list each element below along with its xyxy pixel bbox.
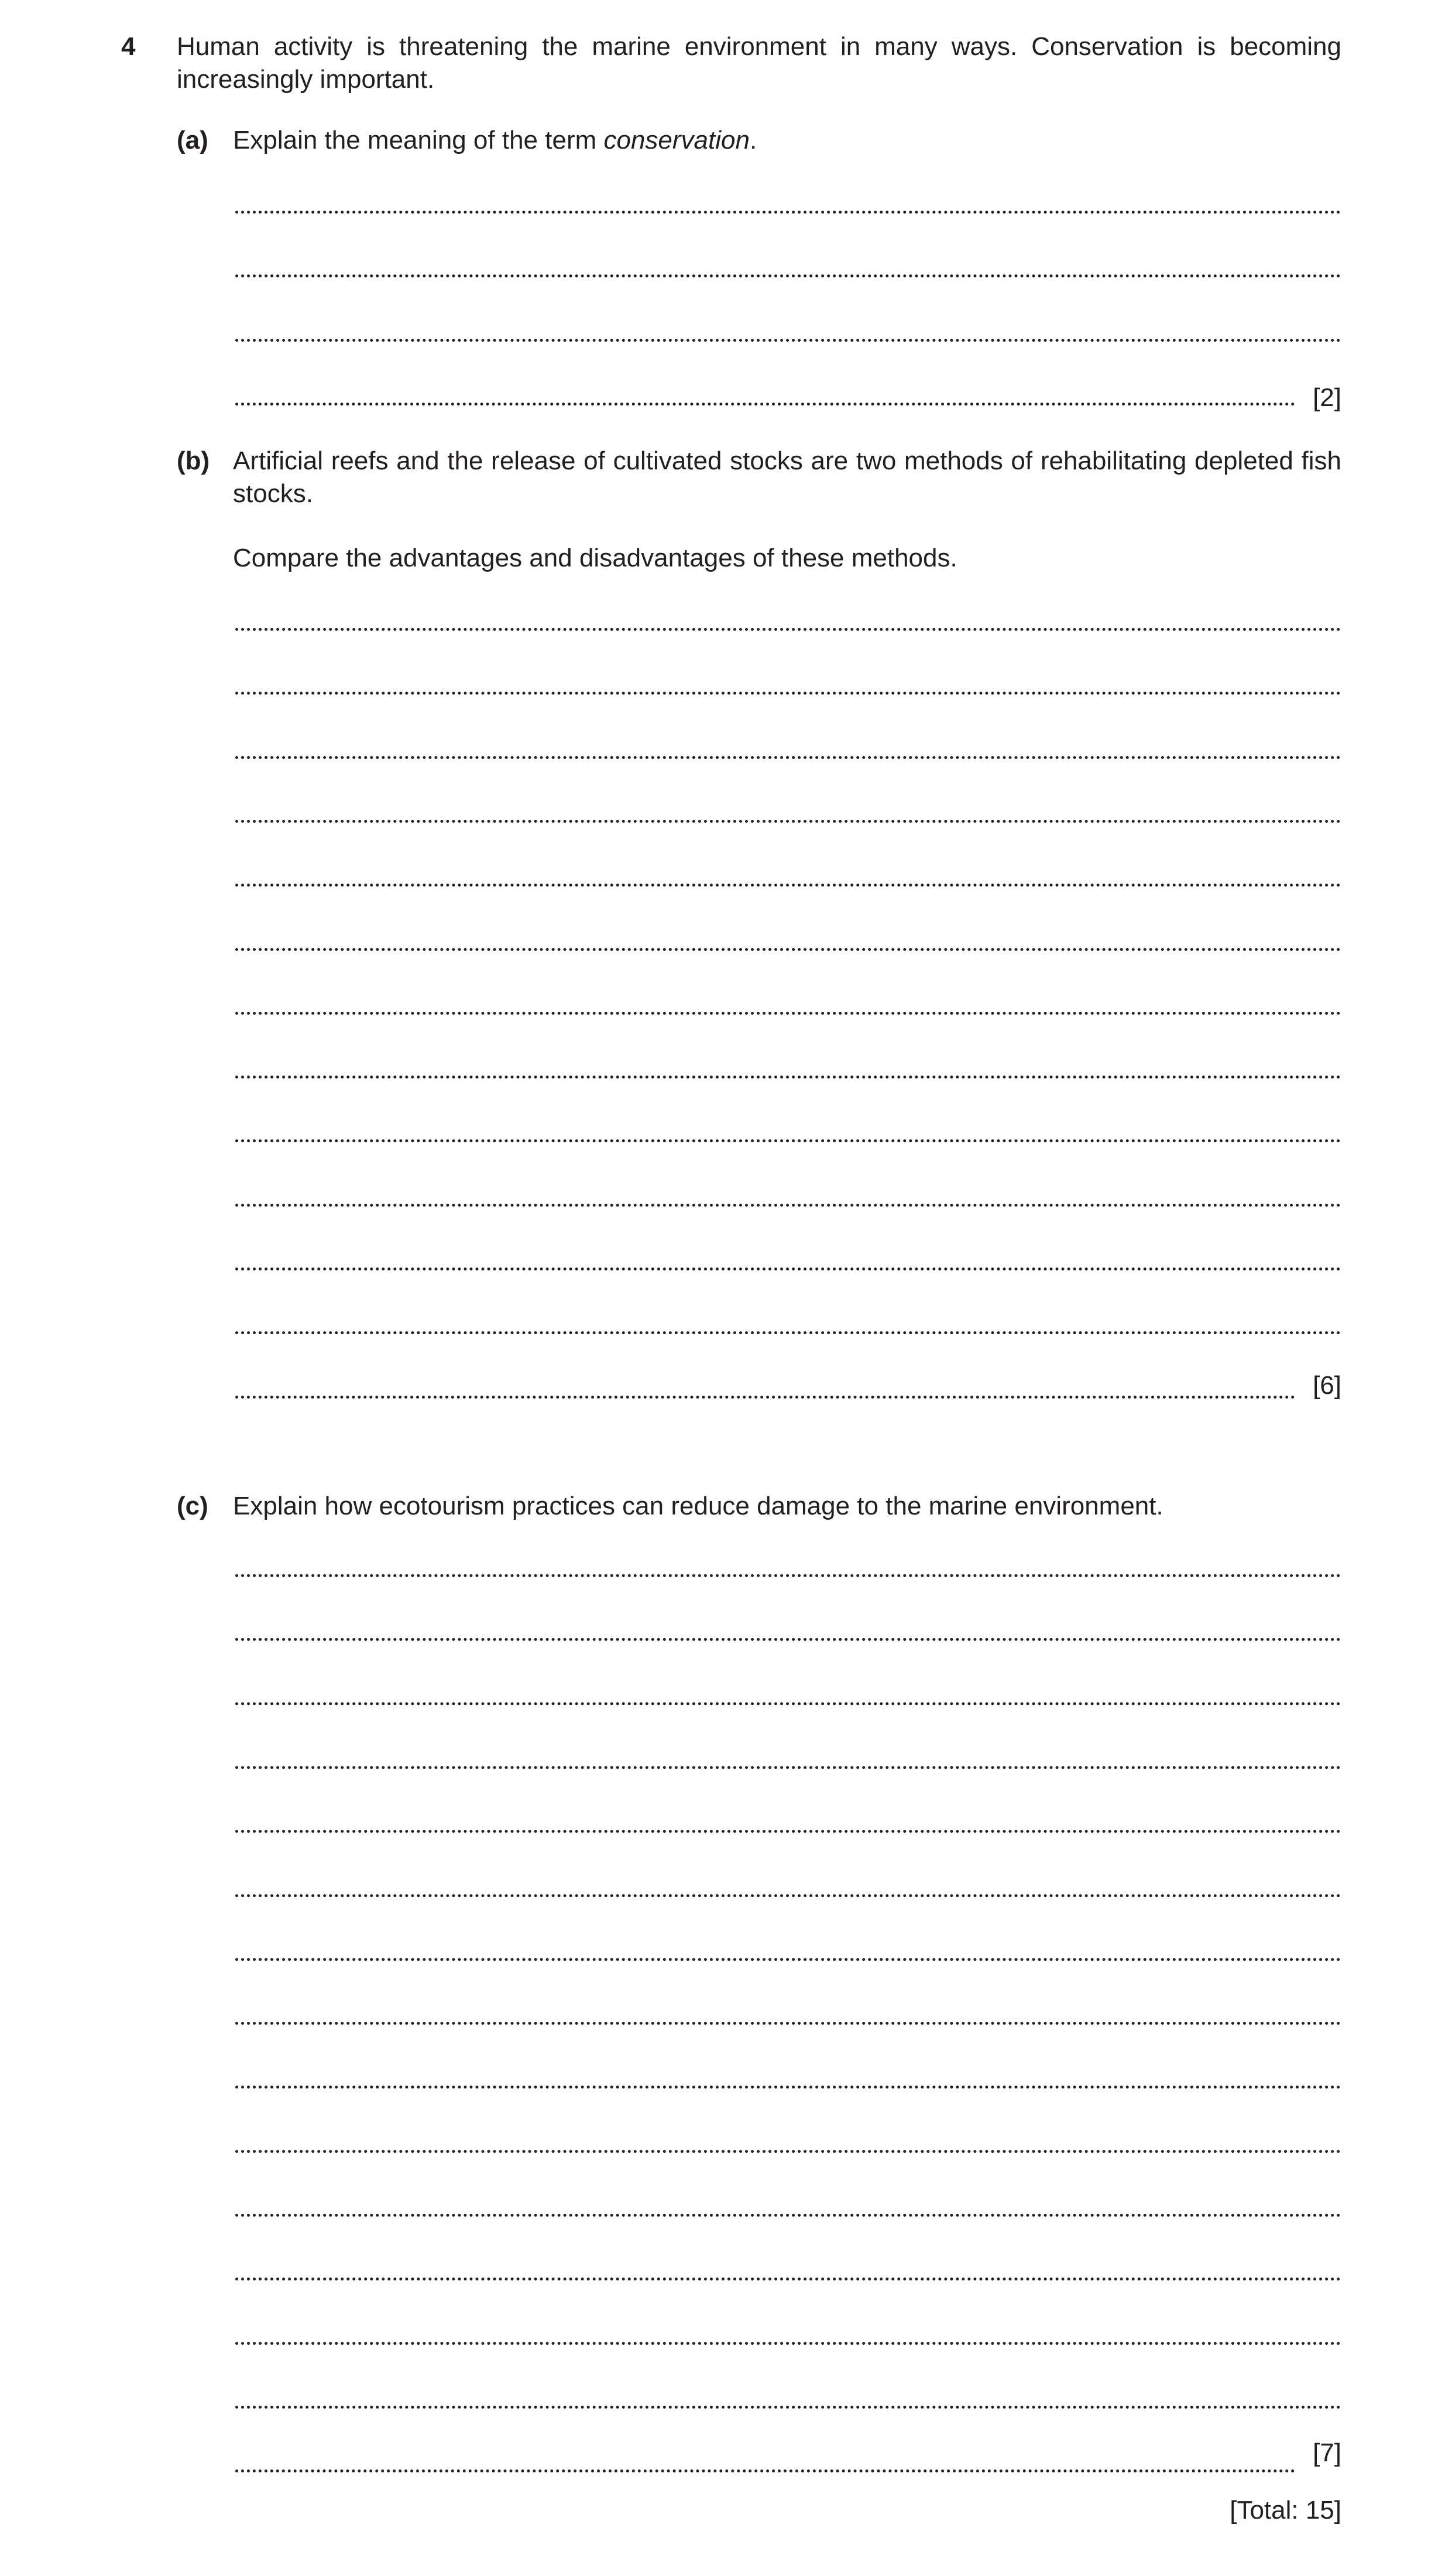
answer-line[interactable]: [235, 1012, 1341, 1015]
part-a-label: (a): [177, 126, 208, 154]
answer-line[interactable]: [235, 1702, 1341, 1705]
answer-line[interactable]: [235, 2278, 1341, 2280]
answer-line[interactable]: [235, 2214, 1341, 2217]
answer-line[interactable]: [235, 2406, 1341, 2409]
answer-line[interactable]: [235, 692, 1341, 695]
answer-line[interactable]: [235, 2086, 1341, 2089]
part-c-marks: [7]: [1313, 2438, 1341, 2467]
answer-line[interactable]: [235, 820, 1341, 823]
answer-line[interactable]: [235, 1396, 1295, 1399]
answer-line[interactable]: [235, 339, 1341, 342]
part-a-text-before: Explain the meaning of the term: [233, 126, 604, 154]
answer-line[interactable]: [235, 1268, 1341, 1270]
answer-line[interactable]: [235, 2469, 1295, 2472]
answer-line[interactable]: [235, 1766, 1341, 1769]
answer-line[interactable]: [235, 1574, 1341, 1577]
answer-line[interactable]: [235, 1638, 1341, 1641]
part-b-marks: [6]: [1313, 1371, 1341, 1400]
question-number: 4: [121, 32, 136, 61]
part-c-text: Explain how ecotourism practices can reduce damage to the marine environment.: [233, 1492, 1163, 1520]
answer-line[interactable]: [235, 2150, 1341, 2153]
answer-line[interactable]: [235, 1076, 1341, 1079]
answer-line[interactable]: [235, 884, 1341, 887]
answer-line[interactable]: [235, 1331, 1341, 1334]
answer-line[interactable]: [235, 948, 1341, 951]
answer-line[interactable]: [235, 1139, 1341, 1142]
answer-line[interactable]: [235, 403, 1295, 406]
part-b-text: Artificial reefs and the release of cultivated stocks are two methods of rehabilitating depleted fish stocks.: [233, 446, 1341, 508]
answer-line[interactable]: [235, 1958, 1341, 1961]
answer-line[interactable]: [235, 756, 1341, 759]
answer-line[interactable]: [235, 274, 1341, 277]
part-c-label: (c): [177, 1492, 208, 1520]
part-a-text: [233, 124, 1341, 157]
answer-line[interactable]: [235, 1830, 1341, 1833]
answer-line[interactable]: [235, 211, 1341, 214]
part-a-marks: [2]: [1313, 383, 1341, 412]
answer-line[interactable]: [235, 628, 1341, 631]
answer-line[interactable]: [235, 2022, 1341, 2025]
part-a-text-after: .: [749, 126, 757, 154]
question-stem: Human activity is threatening the marine environment in many ways. Conservation is becoming increasingly important.: [177, 32, 1341, 94]
part-a-term: conservation: [603, 126, 750, 154]
answer-line[interactable]: [235, 2342, 1341, 2345]
part-b-label: (b): [177, 446, 210, 475]
part-b-instruction: Compare the advantages and disadvantages of these methods.: [233, 544, 957, 572]
answer-line[interactable]: [235, 1894, 1341, 1897]
question-total: [Total: 15]: [1230, 2496, 1341, 2525]
answer-line[interactable]: [235, 1204, 1341, 1207]
